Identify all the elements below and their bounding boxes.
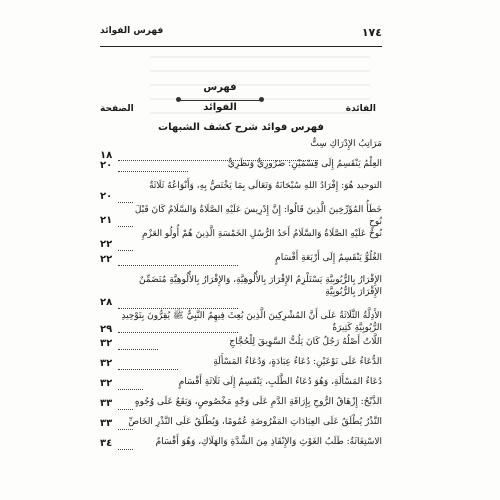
entry-text: اللَّاتُ أَصْلُهُ رَجُلٌ كَانَ يَلُتُّ السَّوِيقَ لِلْحُجَّاجِ [229, 337, 382, 347]
entry-text: دُعَاءُ المَسْأَلَةِ، وَهُوَ دُعَاءُ الطَّلَبِ، يَنْقَسِمُ إِلَى ثَلَاثَةِ أَقْسَامٍ [178, 377, 382, 387]
entry-text: خَطَأُ المُؤَرِّخِينَ الَّذِينَ قَالُوا: إِنَّ إِدْرِيسَ عَلَيْهِ الصَّلَاةُ وَالسَّلَامُ كَانَ قَبْلَ نُوحٍ [134, 205, 382, 227]
entry-page: ٢٢ [100, 254, 113, 265]
entry-text: مَرَاتِبُ الإِدْرَاكِ سِتٌّ [310, 139, 382, 149]
entry-text: الذَّبْحُ: إِزْهَاقُ الرُّوحِ بِإِرَاقَةِ الدَّمِ عَلَى وَجْهٍ مَخْصُوصٍ، وَيَقَعُ عَلَى وُجُوهٍ [134, 397, 382, 407]
entry-text: الدُّعَاءُ عَلَى نَوْعَيْنِ: دُعَاءُ عِبَادَةٍ، وَدُعَاءُ المَسْأَلَةِ [213, 357, 382, 367]
title-ornament [179, 94, 261, 101]
entry-page: ٣٢ [100, 378, 113, 389]
entry-page: ٣٣ [100, 398, 113, 409]
bleed-through-text [150, 56, 370, 116]
header-rule [100, 46, 382, 47]
entry-text: العِلْمُ يَنْقَسِمُ إِلَى قِسْمَيْنِ: ضَرُورِيٌّ وَنَظَرِيٌّ [227, 159, 382, 169]
leader-dots [118, 201, 133, 203]
leader-dots [118, 408, 133, 410]
entry-page: ٢٩ [100, 324, 113, 335]
section-subtitle: فهرس فوائد شرح كشف الشبهات [158, 122, 324, 133]
leader-dots [118, 368, 178, 370]
index-title: فهرس الفوائد [203, 82, 237, 113]
entry-page: ٣٢ [100, 338, 113, 349]
leader-dots [118, 448, 133, 450]
leader-dots [118, 388, 143, 390]
column-head-page: الصفحة [100, 104, 134, 114]
leader-dots [118, 428, 133, 430]
entry-text: الأَدِلَّةُ الثَّلَاثَةُ عَلَى أَنَّ المُشْرِكِينَ الَّذِينَ بُعِثَ فِيهِمُ النَّبِيُّ ﷺ يُقِرُّونَ بِتَوْحِيدِ الرُّبُوبِيَّةِ كَثِيرَةٌ [121, 311, 382, 333]
leader-dots [118, 264, 238, 266]
entry-text: الغُلُوُّ يَنْقَسِمُ إِلَى أَرْبَعَةِ أَقْسَامٍ [275, 253, 382, 263]
entry-text: النَّذْرُ يُطْلَقُ عَلَى العِبَادَاتِ المَفْرُوضَةِ عُمُومًا، وَيُطْلَقُ عَلَى النَّذْرِ الخَاصِّ [128, 417, 382, 427]
entry-page: ٢٠ [100, 160, 113, 171]
leader-dots [118, 331, 238, 333]
column-head-benefit: الفائدة [345, 104, 376, 114]
leader-dots [118, 170, 188, 172]
entry-page: ١٨ [100, 150, 113, 161]
running-title: فهرس الفوائد [100, 26, 164, 36]
leader-dots [118, 249, 133, 251]
entry-text: التوحيد هُوَ: إِفْرَادُ اللهِ سُبْحَانَهُ وَتَعَالَى بِمَا يَخْتَصُّ بِهِ، وَأَنْوَاعُهُ ثَلَاثَةٌ [149, 181, 382, 191]
entry-page: ٢٨ [100, 297, 113, 308]
entry-page: ٢١ [100, 215, 113, 226]
entry-page: ٢٢ [100, 239, 113, 250]
leader-dots [118, 348, 158, 350]
entry-page: ٢٠ [100, 191, 113, 202]
entry-page: ٣٣ [100, 418, 113, 429]
entry-text: الإِقْرَارُ بِالرُّبُوبِيَّةِ يَسْتَلْزِمُ الإِقْرَارَ بِالأُلُوهِيَّةِ، وَالإِقْرَارُ بِالأُلُوهِيَّةِ مُتَضَمِّنٌ الإِقْرَارَ بِالرُّبُوبِيَّةِ [139, 275, 382, 297]
page-number: ١٧٤ [361, 26, 382, 39]
entry-page: ٣٤ [100, 438, 113, 449]
leader-dots [118, 307, 238, 309]
leader-dots [118, 225, 133, 227]
entry-text: نُوحٌ عَلَيْهِ الصَّلَاةُ وَالسَّلَامُ أَحَدُ الرُّسُلِ الخَمْسَةِ الَّذِينَ هُمْ أُولُو العَزْمِ [141, 229, 382, 239]
entry-text: الاسْتِغَاثَةُ: طَلَبُ الغَوْثِ وَالإِنْقَاذِ مِنَ الشِّدَّةِ وَالهَلَاكِ، وَهُوَ أَقْسَامٌ [155, 437, 382, 447]
index-title-box [185, 78, 255, 113]
entry-page: ٣٢ [100, 358, 113, 369]
